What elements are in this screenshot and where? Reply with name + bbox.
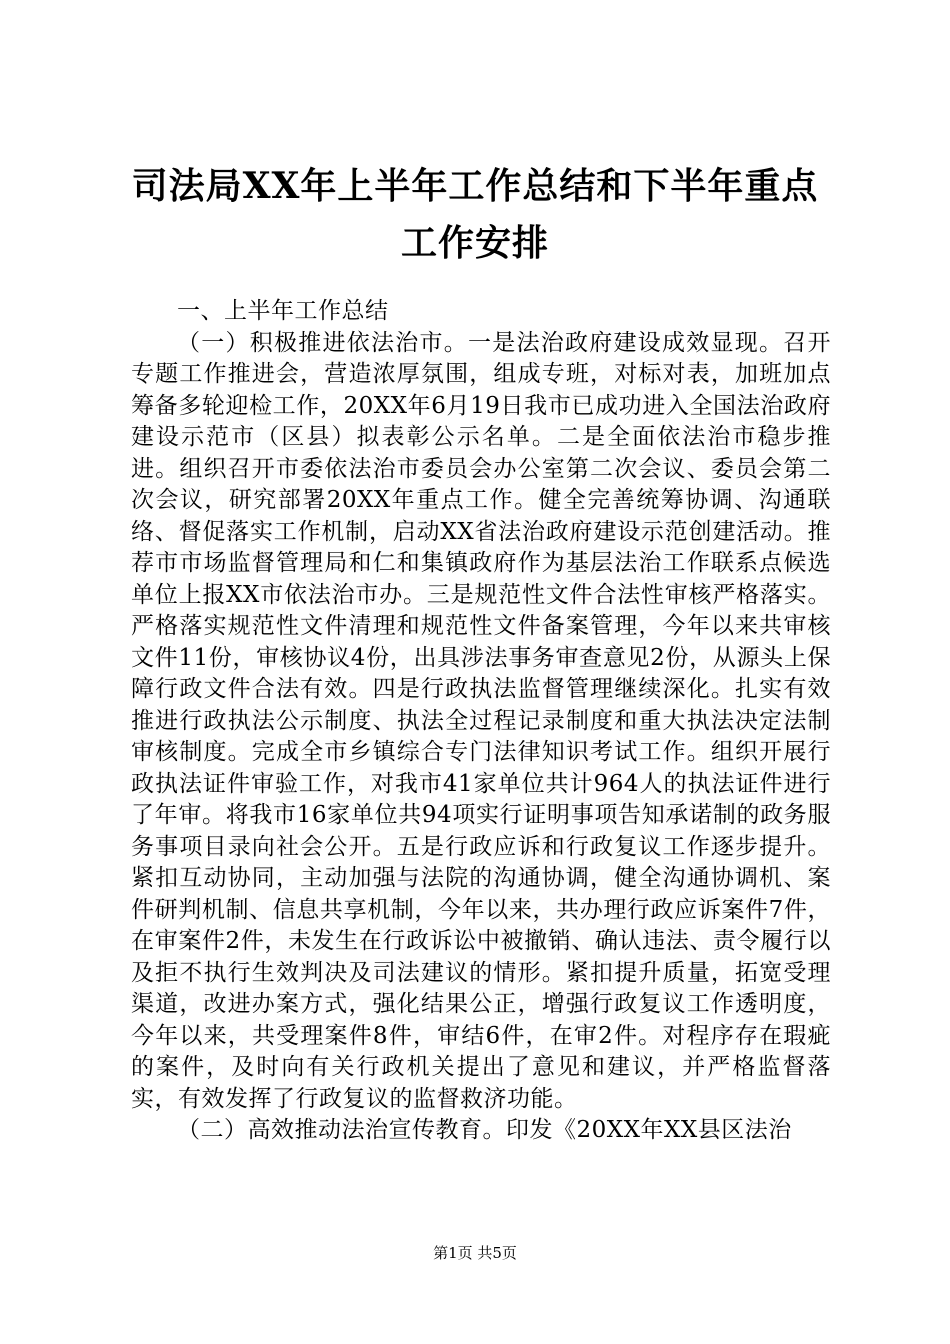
- section-heading: 一、上半年工作总结: [177, 298, 389, 324]
- document-body: [131, 296, 831, 1147]
- page-footer: 第1页 共5页: [433, 1244, 517, 1262]
- paragraph-2: （二）高效推动法治宣传教育。印发《20XX年XX县区法治: [177, 1117, 792, 1143]
- paragraph-1: （一）积极推进依法治市。一是法治政府建设成效显现。召开专题工作推进会，营造浓厚氛围，组成专班，对标对表，加班加点筹备多轮迎检工作，20XX年6月19日我市已成功进入全国法治政府建设示范市（区县）拟表彰公示名单。二是全面依法治市稳步推进。组织召开市委依法治市委员会办公室第二次会议、委员会第二次会议，研究部署20XX年重点工作。健全完善统筹协调、沟通联络、督促落实工作机制，启动XX省法治政府建设示范创建活动。推荐市市场监督管理局和仁和集镇政府作为基层法治工作联系点候选单位上报XX市依法治市办。三是规范性文件合法性审核严格落实。严格落实规范性文件清理和规范性文件备案管理，今年以来共审核文件11份，审核协议4份，出具涉法事务审查意见2份，从源头上保障行政文件合法有效。四是行政执法监督管理继续深化。扎实有效推进行政执法公示制度、执法全过程记录制度和重大执法决定法制审核制度。完成全市乡镇综合专门法律知识考试工作。组织开展行政执法证件审验工作，对我市41家单位共计964人的执法证件进行了年审。将我市16家单位共94项实行证明事项告知承诺制的政务服务事项目录向社会公开。五是行政应诉和行政复议工作逐步提升。紧扣互动协同，主动加强与法院的沟通协调，健全沟通协调机、案件研判机制、信息共享机制，今年以来，共办理行政应诉案件7件，在审案件2件，未发生在行政诉讼中被撤销、确认违法、责令履行以及拒不执行生效判决及司法建议的情形。紧扣提升质量，拓宽受理渠道，改进办案方式，强化结果公正，增强行政复议工作透明度，今年以来，共受理案件8件，审结6件，在审2件。对程序存在瑕疵的案件，及时向有关行政机关提出了意见和建议，并严格监督落实，有效发挥了行政复议的监督救济功能。: [131, 329, 831, 1112]
- document-title: 司法局XX年上半年工作总结和下半年重点工作安排: [131, 165, 819, 264]
